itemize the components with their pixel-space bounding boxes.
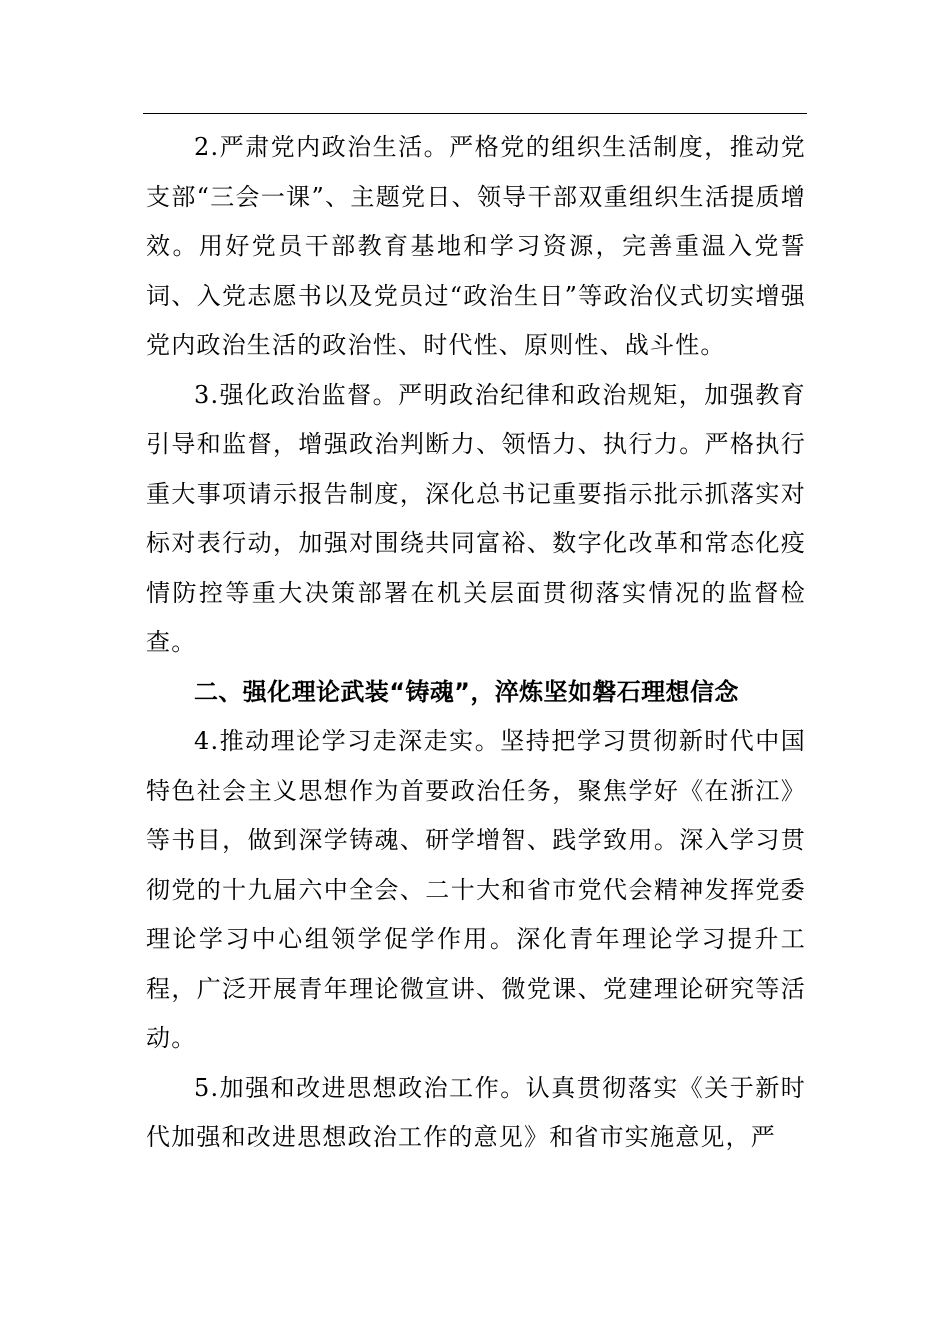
- paragraph-item-5: 5.加强和改进思想政治工作。认真贯彻落实《关于新时代加强和改进思想政治工作的意见》和省市实施意见，严: [146, 1073, 806, 1151]
- header-rule: [143, 113, 807, 114]
- paragraph-item-2: 2.严肃党内政治生活。严格党的组织生活制度，推动党支部“三会一课”、主题党日、领导干部双重组织生活提质增效。用好党员干部教育基地和学习资源，完善重温入党誓词、入党志愿书以及党员过“政治生日”等政治仪式切实增强党内政治生活的政治性、时代性、原则性、战斗性。: [146, 133, 806, 359]
- paragraph-item-4: 4.推动理论学习走深走实。坚持把学习贯彻新时代中国特色社会主义思想作为首要政治任务，聚焦学好《在浙江》等书目，做到深学铸魂、研学增智、践学致用。深入学习贯彻党的十九届六中全会、二十大和省市党代会精神发挥党委理论学习中心组领学促学作用。深化青年理论学习提升工程，广泛开展青年理论微宣讲、微党课、党建理论研究等活动。: [146, 727, 806, 1052]
- document-body: [146, 123, 806, 1163]
- paragraph-item-3: 3.强化政治监督。严明政治纪律和政治规矩，加强教育引导和监督，增强政治判断力、领悟力、执行力。严格执行重大事项请示报告制度，深化总书记重要指示批示抓落实对标对表行动，加强对围绕共同富裕、数字化改革和常态化疫情防控等重大决策部署在机关层面贯彻落实情况的监督检查。: [146, 380, 806, 656]
- section-heading-2: 二、强化理论武装“铸魂”，淬炼坚如磐石理想信念: [194, 677, 739, 706]
